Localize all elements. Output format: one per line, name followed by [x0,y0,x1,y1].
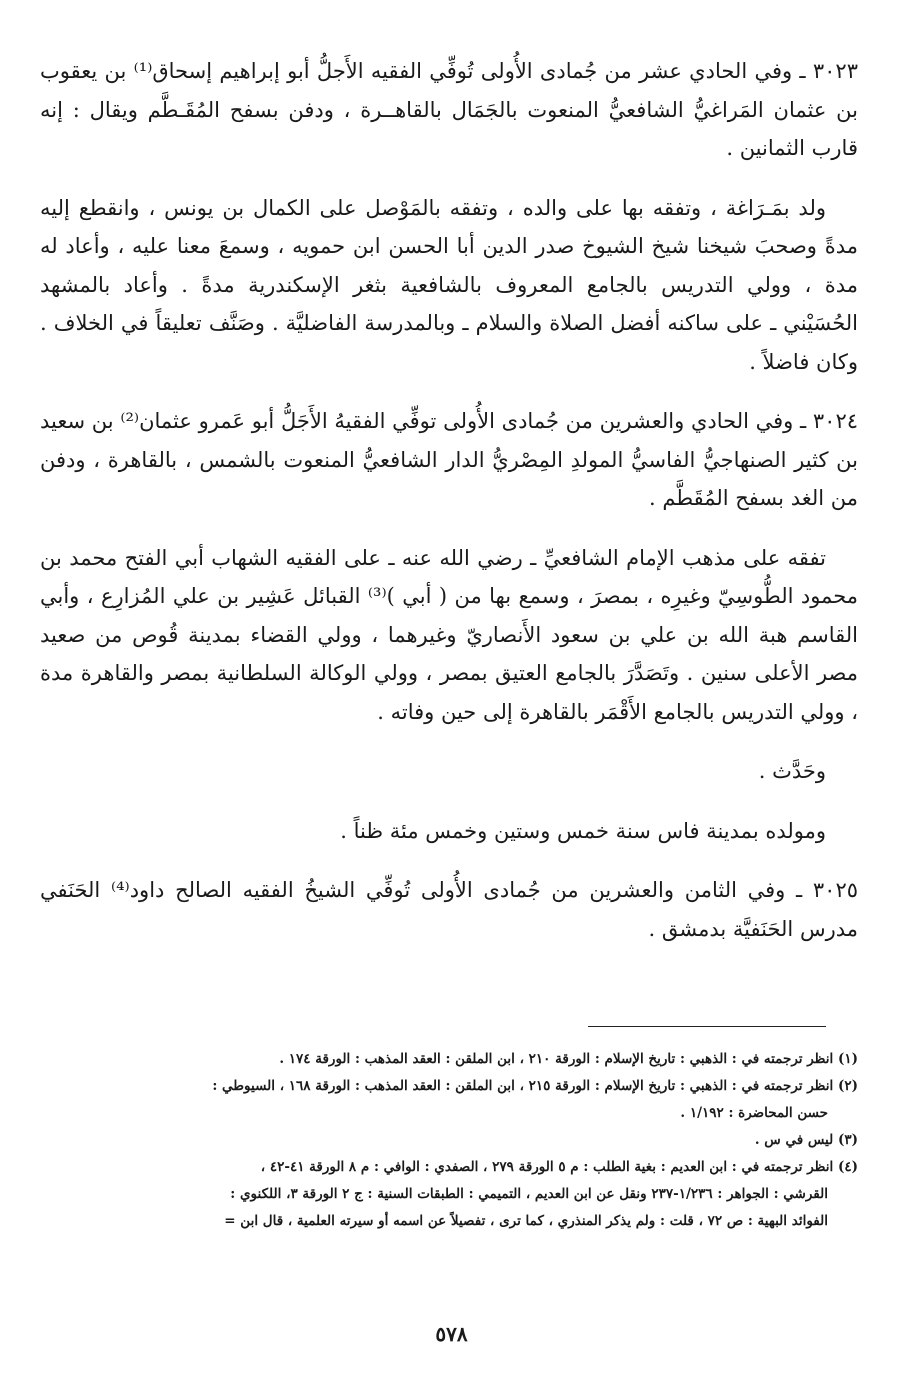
entry-3023 [40,52,858,168]
footnote-4-continued: القرشي : الجواهر : ١/٢٣٦-٢٣٧ ونقل عن ابن العديم ، التميمي : الطبقات السنية : ج ٢ الورقة ٣، اللكنوي : [230,1186,828,1202]
footnote-1: (١) انظر ترجمته في : الذهبي : تاريخ الإسلام : الورقة ٢١٠ ، ابن الملقن : العقد المذهب : الورقة ١٧٤ . [279,1051,858,1067]
entry-3024 [40,402,858,518]
entry-heading: ٣٠٢٥ ـ وفي الثامن والعشرين من جُمادى الأُولى تُوفِّي الشيخُ الفقيه الصالح داود⁽⁴⁾ الحَنَفي مدرس الحَنَفيَّة بدمشق . [40,878,859,941]
entry-3024-body [40,539,858,732]
footnote-4-continued-2: الفوائد البهية : ص ٧٢ ، قلت : ولم يذكر المنذري ، كما ترى ، تفصيلاً عن اسمه أو سيرته العلمية ، قال ابن = [224,1213,828,1229]
footnotes [40,1046,858,1235]
footnote-4: (٤) انظر ترجمته في : ابن العديم : بغية الطلب : م ٥ الورقة ٢٧٩ ، الصفدي : الوافي : م ٨ الورقة ٤١-٤٢ ، [260,1159,858,1175]
footnote-3: (٣) ليس في س . [754,1132,858,1148]
entry-3023-body [40,189,858,382]
entry-heading: ٣٠٢٤ ـ وفي الحادي والعشرين من جُمادى الأُولى توفِّي الفقيهُ الأَجَلُّ أبو عَمرو عثمان⁽²⁾ بن سعيد بن كثير الصنهاجيُّ الفاسيُّ المولدِ المِصْريُّ الدار الشافعيُّ المنعوت بالشمس ، بالقاهرة ، ودفن من الغد بسفح المُقَطَّم . [40,409,859,510]
entry-3025 [40,871,858,948]
main-text [40,52,858,948]
entry-body: تفقه على مذهب الإمام الشافعيِّ ـ رضي الله عنه ـ على الفقيه الشهاب أبي الفتح محمد بن محمود الطُّوسِيّ وغيرِه ، بمصرَ ، وسمع بها من ( أبي )⁽³⁾ القبائل عَشِير بن علي المُزارِع ، وأبي القاسم هبة الله بن علي بن سعود الأَنصاريّ وغيرهما ، وولي القضاء بمدينة قُوص من صعيد مصر الأعلى سنين . وتَصَدَّرَ بالجامع العتيق بمصر ، وولي الوكالة السلطانية بمصر والقاهرة مدة ، وولي التدريس بالجامع الأَقْمَر بالقاهرة إلى حين وفاته . [40,545,859,724]
entry-body: ولد بمَـرَاغة ، وتفقه بها على والده ، وتفقه بالمَوْصل على الكمال بن يونس ، وانقطع إليه مدةً وصحبَ شيخنا شيخ الشيوخ صدر الدين أبا الحسن ابن حمويه ، وسمعَ معنا عليه ، وأعاد له مدة ، وولي التدريس بالجامع المعروف بالشافعية بثغر الإسكندرية مدةً . وأعاد بالمشهد الحُسَيْني ـ على ساكنه أفضل الصلاة والسلام ـ وبالمدرسة الفاضليَّة . وصَنَّف تعليقاً في الخلاف . وكان فاضلاً . [40,195,858,374]
footnote-2-continued: حسن المحاضرة : ١/١٩٢ . [680,1105,828,1121]
entry-3024-extra [40,752,858,850]
footnote-2: (٢) انظر ترجمته في : الذهبي : تاريخ الإسلام : الورقة ٢١٥ ، ابن الملقن : العقد المذهب : الورقة ١٦٨ ، السيوطي : [212,1078,858,1094]
entry-extra-line: ومولده بمدينة فاس سنة خمس وستين وخمس مئة ظناً . [340,818,826,843]
page-number: ٥٧٨ [435,1322,468,1346]
entry-heading: ٣٠٢٣ ـ وفي الحادي عشر من جُمادى الأُولى تُوفِّي الفقيه الأَجلُّ أبو إبراهيم إسحاق⁽¹⁾ بن يعقوب بن عثمان المَراغيُّ الشافعيُّ المنعوت بالجَمَال بالقاهــرة ، ودفن بسفح المُقَـطَّم ويقال : إنه قارب الثمانين . [40,59,858,160]
entry-extra-line: وحَدَّث . [758,759,826,783]
footnote-divider [588,1026,826,1027]
